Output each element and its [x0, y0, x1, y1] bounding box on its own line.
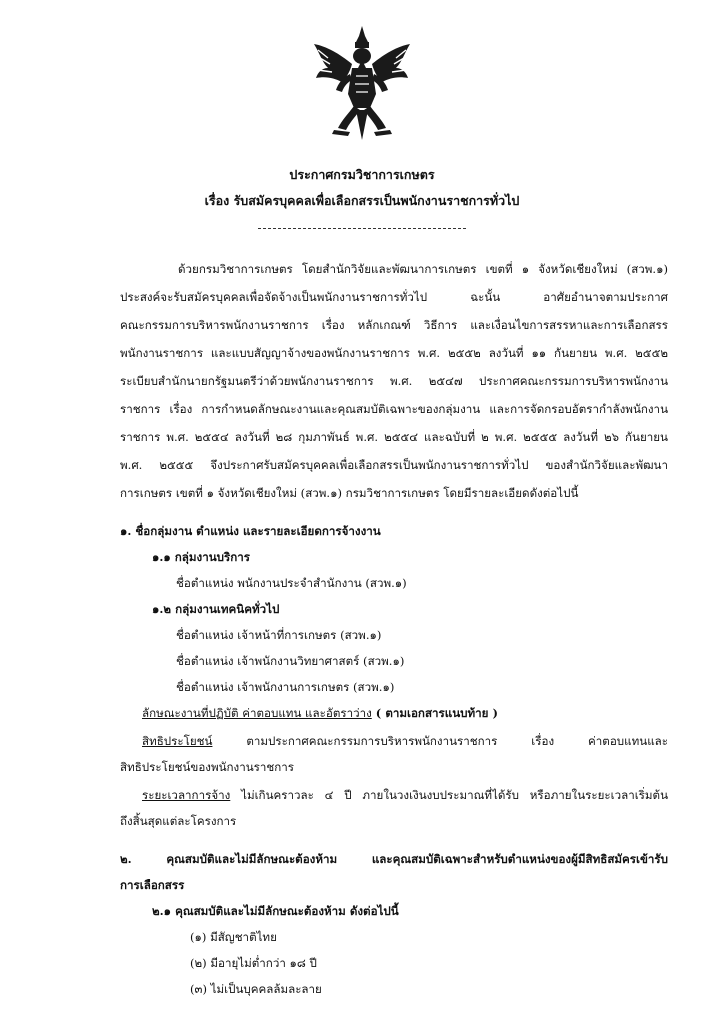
intro-line-3: คณะกรรมการบริหารพนักงานราชการ เรื่อง หลักเกณฑ์ วิธีการ และเงื่อนไขการสรรหาและการเลือกสรร — [120, 318, 668, 332]
position-1-2-b: ชื่อตำแหน่ง เจ้าพนักงานวิทยาศาสตร์ (สวพ.๑) — [176, 654, 405, 668]
employment-period-line-2: ถึงสิ้นสุดแต่ละโครงการ — [120, 814, 237, 828]
employment-period-text: ไม่เกินคราวละ ๔ ปี ภายในวงเงินงบประมาณที่ได้รับ หรือภายในระยะเวลาเริ่มต้น — [230, 788, 668, 802]
benefits-line — [142, 734, 668, 748]
position-1-1: ชื่อตำแหน่ง พนักงานประจำสำนักงาน (สวพ.๑) — [176, 576, 407, 590]
intro-line-9: การเกษตร เขตที่ ๑ จังหวัดเชียงใหม่ (สวพ.๑) กรมวิชาการเกษตร โดยมีรายละเอียดดังต่อไปนี้ — [120, 486, 579, 500]
duties-compensation-line — [142, 706, 498, 720]
section-2-heading-line-1: ๒. คุณสมบัติและไม่มีลักษณะต้องห้าม และคุณสมบัติเฉพาะสำหรับตำแหน่งของผู้มีสิทธิสมัครเข้ารับ — [120, 852, 668, 866]
announcement-subject: เรื่อง รับสมัครบุคคลเพื่อเลือกสรรเป็นพนักงานราชการทั่วไป — [204, 193, 520, 208]
intro-line-7: ราชการ พ.ศ. ๒๕๕๔ ลงวันที่ ๒๘ กุมภาพันธ์ พ.ศ. ๒๕๕๔ และฉบับที่ ๒ พ.ศ. ๒๕๕๕ ลงวันที่ ๒๖ กันยายน — [120, 430, 668, 444]
intro-line-1: ด้วยกรมวิชาการเกษตร โดยสำนักวิจัยและพัฒนาการเกษตร เขตที่ ๑ จังหวัดเชียงใหม่ (สวพ.๑) — [178, 262, 668, 276]
benefits-label: สิทธิประโยชน์ — [142, 734, 213, 748]
subsection-2-1-heading: ๒.๑ คุณสมบัติและไม่มีลักษณะต้องห้าม ดังต่อไปนี้ — [152, 904, 399, 918]
employment-period-label: ระยะเวลาการจ้าง — [142, 788, 231, 802]
qualification-3: (๓) ไม่เป็นบุคคลล้มละลาย — [190, 982, 322, 996]
intro-line-4: พนักงานราชการ และแบบสัญญาจ้างของพนักงานราชการ พ.ศ. ๒๕๕๒ ลงวันที่ ๑๑ กันยายน พ.ศ. ๒๕๕๒ — [120, 346, 668, 360]
intro-line-6: ราชการ เรื่อง การกำหนดลักษณะงานและคุณสมบัติเฉพาะของกลุ่มงาน และการจัดกรอบอัตรากำลังพนักงาน — [120, 402, 668, 416]
title-divider — [258, 228, 466, 229]
section-2-heading-line-2: การเลือกสรร — [120, 878, 185, 892]
qualification-1: (๑) มีสัญชาติไทย — [190, 930, 277, 944]
duties-label: ลักษณะงานที่ปฏิบัติ ค่าตอบแทน และอัตราว่าง — [142, 706, 372, 720]
benefits-text: ตามประกาศคณะกรรมการบริหารพนักงานราชการ เรื่อง ค่าตอบแทนและ — [212, 734, 668, 748]
employment-period-line — [142, 788, 668, 802]
position-1-2-c: ชื่อตำแหน่ง เจ้าพนักงานการเกษตร (สวพ.๑) — [176, 680, 395, 694]
section-1-heading: ๑. ชื่อกลุ่มงาน ตำแหน่ง และรายละเอียดการจ้างงาน — [120, 524, 381, 538]
intro-line-8: พ.ศ. ๒๕๕๕ จึงประกาศรับสมัครบุคคลเพื่อเลือกสรรเป็นพนักงานราชการทั่วไป ของสำนักวิจัยและพัฒนา — [120, 458, 668, 472]
benefits-line-2: สิทธิประโยชน์ของพนักงานราชการ — [120, 760, 295, 774]
duties-attachment-note: ( ตามเอกสารแนบท้าย ) — [371, 706, 498, 720]
subsection-1-2-heading: ๑.๒ กลุ่มงานเทคนิคทั่วไป — [152, 602, 280, 616]
intro-line-5: ระเบียบสำนักนายกรัฐมนตรีว่าด้วยพนักงานราชการ พ.ศ. ๒๕๔๗ ประกาศคณะกรรมการบริหารพนักงาน — [120, 374, 668, 388]
subsection-1-1-heading: ๑.๑ กลุ่มงานบริการ — [152, 550, 250, 564]
qualification-2: (๒) มีอายุไม่ต่ำกว่า ๑๘ ปี — [190, 956, 317, 970]
garuda-emblem-icon — [312, 24, 412, 142]
announcement-title: ประกาศกรมวิชาการเกษตร — [289, 167, 435, 182]
position-1-2-a: ชื่อตำแหน่ง เจ้าหน้าที่การเกษตร (สวพ.๑) — [176, 628, 382, 642]
intro-line-2: ประสงค์จะรับสมัครบุคคลเพื่อจัดจ้างเป็นพนักงานราชการทั่วไป ฉะนั้น อาศัยอำนาจตามประกาศ — [120, 290, 668, 304]
